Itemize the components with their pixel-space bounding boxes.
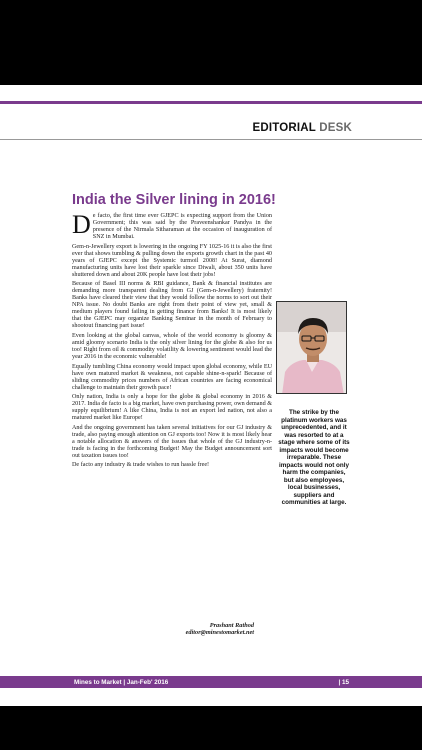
article-paragraph: Equally tumbling China economy would impact upon global economy, while EU have own matured market & weakness, not capable shine-n-spark! Because of sliding commodity prices numbers of African countries are facing economical challenge to maintain their growth pace! (72, 363, 272, 391)
lead-text: e facto, the first time ever GJEPC is expecting support from the Union Government; this was said by the Praveenshankar Pandya in the presence of the Nirmala Sitharaman at the occasion of inauguration of SNZ in Mumbai. (92, 213, 272, 241)
section-header (252, 122, 352, 134)
article-paragraph: Because of Basel III norms & RBI guidance, Bank & financial institutes are demanding more transparent dealing from GJ (Gem-n-Jewellery) fraternity! Banks have cleared their view that they would follow the norms to sort out their NPA issue. No doubt Banks are right from their point of view yet, small & medium players found failing in getting finance from Banks! It is most likely that the GJEPC may organize Banking Seminar in the month of February to shootout financing part issue! (72, 281, 272, 330)
drop-cap: D (72, 210, 91, 239)
article-paragraph: And the ongoing government has taken several initiatives for our GJ industry & trade, also paying enough attention on GJ exports too! Now it is most likely hear a notable allocation & answers of the issues that whole of the GJ industry-n-trade is facing in the forthcoming Budget! May the Budget announcement sort out taxation issues too! (72, 424, 272, 459)
bottom-black-bar (0, 706, 422, 750)
author-name: Prashant Rathod (209, 622, 254, 629)
author-signature (186, 622, 254, 637)
magazine-page[interactable] (0, 85, 422, 706)
article-paragraph: Even looking at the global canvas, whole of the world economy is gloomy & amid gloomy scenario India is the only silver lining for the globe & also for us too! Right from oil & commodity volatility & lowering sentiment would lead the year 2016 in the economic vulnerable! (72, 332, 272, 361)
author-portrait-icon (276, 301, 347, 394)
article-paragraph: Only nation, India is only a hope for the globe & global economy in 2016 & 2017. India de facto is a big market, have own purchasing power, own demand & supply equilibrium! A like China, India is not an export led nation, not also a matured market like Europe! (72, 394, 272, 422)
article-paragraph: Gem-n-Jewellery export is lowering in the ongoing FY 1025-16 it is also the first ever that shows tumbling & pulling down the exports growth chart in the past 40 years of GJEPC except the Systemic turmoil 2008! At Surat, diamond manufacturing units have lost their sparkle since Diwali, about 350 units have shuttered down and about 20K people have lost their jobs! (72, 243, 272, 278)
article-body (72, 210, 272, 472)
article-lead (72, 210, 272, 241)
top-black-bar (0, 0, 422, 85)
page-footer (0, 676, 422, 688)
section-header-bold: EDITORIAL (252, 122, 316, 134)
portrait-image (277, 302, 347, 394)
article-title: India the Silver lining in 2016! (72, 192, 276, 208)
section-header-light: DESK (319, 122, 352, 134)
footer-page-number: | 15 (338, 678, 349, 686)
footer-publication: Mines to Market | Jan-Feb' 2016 (74, 678, 169, 686)
pull-quote: The strike by the platinum workers was unprecedented, and it was resorted to at a stage where some of its impacts would become irreparable. These impacts would not only harm the companies, but also employees, local businesses, suppliers and communities at large. (278, 409, 350, 506)
author-email: editor@minestomarket.net (185, 629, 254, 637)
header-divider (0, 139, 422, 140)
top-accent-strip (0, 101, 422, 104)
article-paragraph: De facto any industry & trade wishes to run hassle free! (72, 462, 210, 469)
